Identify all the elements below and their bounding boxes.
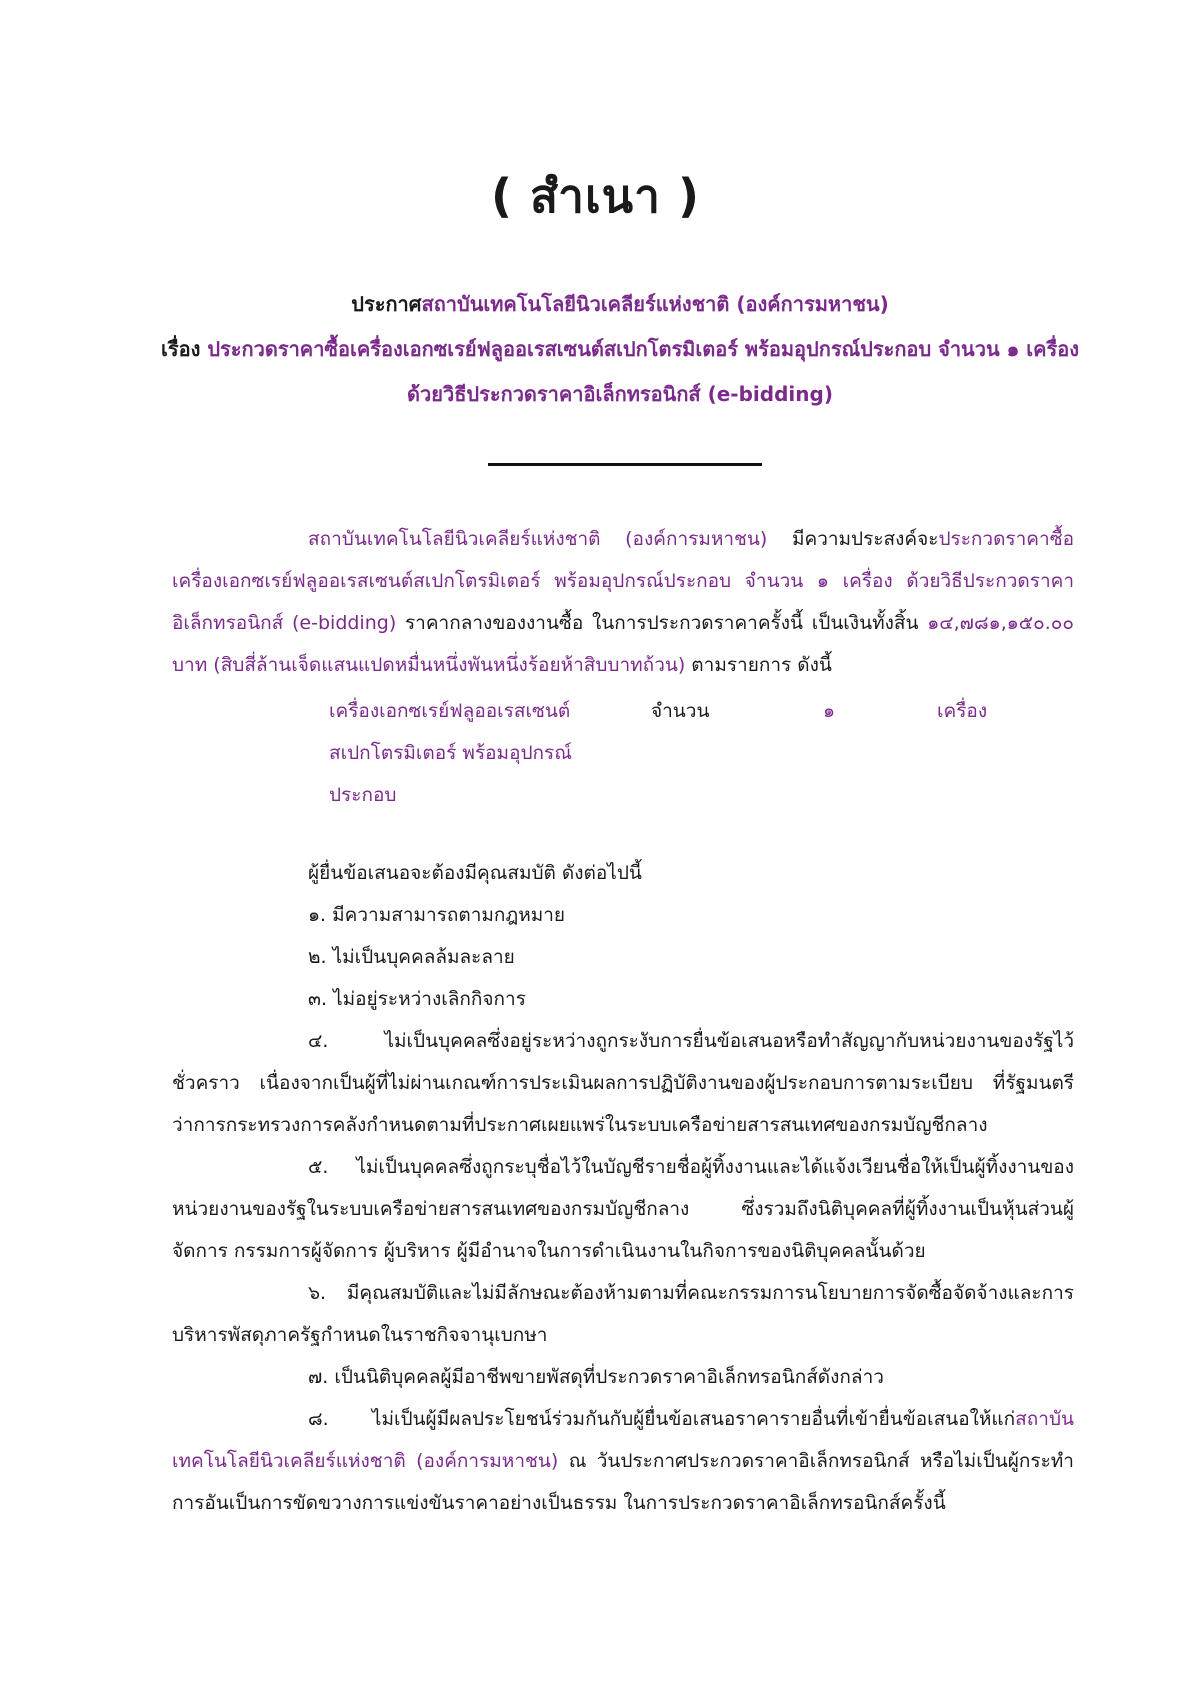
qualification-8-text-a: ๘. ไม่เป็นผู้มีผลประโยชน์ร่วมกันกับผู้ยื่นข้อเสนอราคารายอื่นที่เข้ายื่นข้อเสนอให้แก่ — [308, 1408, 1016, 1430]
item-quantity: ๑ — [823, 700, 836, 722]
qualification-8 — [172, 1398, 1074, 1524]
header-organization: สถาบันเทคโนโลยีนิวเคลียร์แห่งชาติ (องค์การมหาชน) — [421, 292, 889, 316]
item-name: เครื่องเอกซเรย์ฟลูออเรสเซนต์สเปกโตรมิเตอร์ พร้อมอุปกรณ์ประกอบ — [329, 700, 572, 806]
qualification-4: ๔. ไม่เป็นบุคคลซึ่งอยู่ระหว่างถูกระงับการยื่นข้อเสนอหรือทำสัญญากับหน่วยงานของรัฐไว้ชั่วคราว เนื่องจากเป็นผู้ที่ไม่ผ่านเกณฑ์การประเมินผลการปฏิบัติงานของผู้ประกอบการตามระเบียบ ที่รัฐมนตรีว่าการกระทรวงการคลังกำหนดตามที่ประกาศเผยแพร่ในระบบเครือข่ายสารสนเทศของกรมบัญชีกลาง — [172, 1030, 1074, 1136]
item-unit: เครื่อง — [937, 700, 988, 722]
header-subject: ประกวดราคาซื้อเครื่องเอกซเรย์ฟลูออเรสเซนต์สเปกโตรมิเตอร์ พร้อมอุปกรณ์ประกอบ จำนวน ๑ เครื่อง ด้วยวิธีประกวดราคาอิเล็กทรอนิกส์ (e-bidding) — [207, 337, 1079, 406]
announcement-header — [150, 282, 1090, 417]
header-subject-prefix: เรื่อง — [161, 337, 208, 361]
intro-paragraph — [172, 518, 1074, 686]
header-divider — [488, 463, 762, 466]
qualification-3: ๓. ไม่อยู่ระหว่างเลิกกิจการ — [308, 988, 526, 1010]
qualifications-intro: ผู้ยื่นข้อเสนอจะต้องมีคุณสมบัติ ดังต่อไปนี้ — [308, 862, 642, 884]
qualification-8-organization: สถาบันเทคโนโลยีนิวเคลียร์แห่งชาติ (องค์การมหาชน) — [172, 1408, 1074, 1472]
intro-subject: ประกวดราคาซื้อเครื่องเอกซเรย์ฟลูออเรสเซนต์สเปกโตรมิเตอร์ พร้อมอุปกรณ์ประกอบ จำนวน ๑ เครื่อง ด้วยวิธีประกวดราคาอิเล็กทรอนิกส์ (e-bidding) — [172, 528, 1075, 634]
qualification-6: ๖. มีคุณสมบัติและไม่มีลักษณะต้องห้ามตามที่คณะกรรมการนโยบายการจัดซื้อจัดจ้างและการบริหารพัสดุภาครัฐกำหนดในราชกิจจานุเบกษา — [172, 1282, 1074, 1346]
qualification-1: ๑. มีความสามารถตามกฎหมาย — [308, 904, 566, 926]
header-line-2 — [150, 327, 1090, 417]
intro-organization: สถาบันเทคโนโลยีนิวเคลียร์แห่งชาติ (องค์การมหาชน) — [308, 528, 768, 550]
intro-text-3: ตามรายการ ดังนี้ — [685, 654, 832, 676]
qualification-2: ๒. ไม่เป็นบุคคลล้มละลาย — [308, 946, 515, 968]
copy-label: ( สำเนา ) — [491, 169, 700, 223]
qualifications — [172, 852, 1074, 1524]
intro-text-1: มีความประสงค์จะ — [767, 528, 939, 550]
intro-text-2: ราคากลางของงานซื้อ ในการประกวดราคาครั้งนี้ เป็นเงินทั้งสิ้น — [396, 612, 928, 634]
intro-amount: ๑๔,๗๘๑,๑๕๐.๐๐ บาท (สิบสี่ล้านเจ็ดแสนแปดหมื่นหนึ่งพันหนึ่งร้อยห้าสิบบาทถ้วน) — [172, 612, 1074, 676]
qualification-8-text-b: ณ วันประกาศประกวดราคาอิเล็กทรอนิกส์ หรือไม่เป็นผู้กระทำการอันเป็นการขัดขวางการแข่งขันราคาอย่างเป็นธรรม ในการประกวดราคาอิเล็กทรอนิกส์ครั้งนี้ — [172, 1450, 1074, 1514]
header-line-1 — [150, 282, 1090, 327]
header-prefix: ประกาศ — [351, 292, 422, 316]
qualification-5: ๕. ไม่เป็นบุคคลซึ่งถูกระบุชื่อไว้ในบัญชีรายชื่อผู้ทิ้งงานและได้แจ้งเวียนชื่อให้เป็นผู้ทิ้งงานของหน่วยงานของรัฐในระบบเครือข่ายสารสนเทศของกรมบัญชีกลาง ซึ่งรวมถึงนิติบุคคลที่ผู้ทิ้งงานเป็นหุ้นส่วนผู้จัดการ กรรมการผู้จัดการ ผู้บริหาร ผู้มีอำนาจในการดำเนินงานในกิจการของนิติบุคคลนั้นด้วย — [172, 1156, 1074, 1262]
qualification-7: ๗. เป็นนิติบุคคลผู้มีอาชีพขายพัสดุที่ประกวดราคาอิเล็กทรอนิกส์ดังกล่าว — [308, 1366, 884, 1388]
item-quantity-label: จำนวน — [651, 700, 710, 722]
